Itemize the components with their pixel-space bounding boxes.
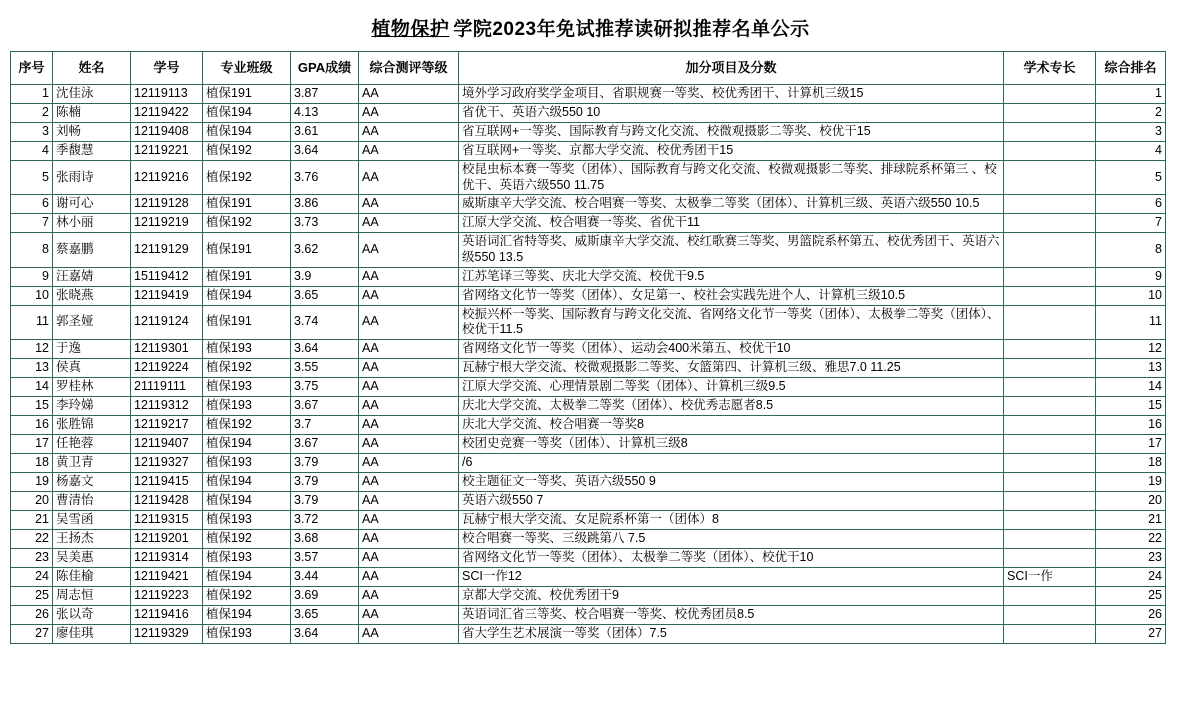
cell-class: 植保194: [203, 434, 291, 453]
cell-academic: [1004, 491, 1096, 510]
cell-class: 植保192: [203, 142, 291, 161]
cell-student-id: 12119223: [131, 586, 203, 605]
cell-index: 23: [11, 548, 53, 567]
cell-evaluation: AA: [359, 453, 459, 472]
cell-gpa: 3.67: [291, 396, 359, 415]
cell-student-id: 12119216: [131, 161, 203, 195]
cell-evaluation: AA: [359, 233, 459, 267]
table-row: [11, 267, 1166, 286]
cell-class: 植保193: [203, 377, 291, 396]
table-row: [11, 85, 1166, 104]
document-title-area: [0, 0, 1177, 51]
cell-overall-rank: 21: [1096, 510, 1166, 529]
cell-name: 季馥慧: [53, 142, 131, 161]
table-row: [11, 339, 1166, 358]
cell-overall-rank: 8: [1096, 233, 1166, 267]
cell-index: 12: [11, 339, 53, 358]
cell-student-id: 12119408: [131, 123, 203, 142]
cell-bonus: 江原大学交流、心理情景剧二等奖（团体）、计算机三级9.5: [459, 377, 1004, 396]
cell-class: 植保194: [203, 567, 291, 586]
cell-student-id: 12119301: [131, 339, 203, 358]
cell-gpa: 3.86: [291, 195, 359, 214]
cell-index: 22: [11, 529, 53, 548]
cell-student-id: 12119219: [131, 214, 203, 233]
cell-academic: [1004, 529, 1096, 548]
cell-class: 植保192: [203, 161, 291, 195]
cell-bonus: 校昆虫标本赛一等奖（团体）、国际教育与跨文化交流、校微观摄影二等奖、排球院系杯第三 、校优干、英语六级550 11.75: [459, 161, 1004, 195]
cell-student-id: 12119221: [131, 142, 203, 161]
cell-name: 张雨诗: [53, 161, 131, 195]
cell-academic: [1004, 286, 1096, 305]
cell-gpa: 4.13: [291, 104, 359, 123]
cell-student-id: 12119415: [131, 472, 203, 491]
cell-overall-rank: 1: [1096, 85, 1166, 104]
cell-gpa: 3.79: [291, 491, 359, 510]
cell-gpa: 3.73: [291, 214, 359, 233]
cell-bonus: 省优干、英语六级550 10: [459, 104, 1004, 123]
cell-academic: SCI一作: [1004, 567, 1096, 586]
cell-gpa: 3.7: [291, 415, 359, 434]
cell-student-id: 12119315: [131, 510, 203, 529]
cell-student-id: 12119329: [131, 624, 203, 643]
table-row: [11, 305, 1166, 339]
cell-index: 6: [11, 195, 53, 214]
cell-index: 4: [11, 142, 53, 161]
cell-overall-rank: 27: [1096, 624, 1166, 643]
table-row: [11, 104, 1166, 123]
cell-class: 植保193: [203, 624, 291, 643]
cell-name: 张胜锦: [53, 415, 131, 434]
cell-student-id: 12119422: [131, 104, 203, 123]
table-row: [11, 358, 1166, 377]
page-title: [367, 19, 809, 40]
cell-name: 李玲娣: [53, 396, 131, 415]
cell-evaluation: AA: [359, 434, 459, 453]
cell-name: 黄卫青: [53, 453, 131, 472]
cell-name: 蔡嘉鹏: [53, 233, 131, 267]
cell-class: 植保194: [203, 104, 291, 123]
cell-academic: [1004, 142, 1096, 161]
cell-class: 植保194: [203, 472, 291, 491]
cell-evaluation: AA: [359, 339, 459, 358]
cell-index: 25: [11, 586, 53, 605]
cell-index: 9: [11, 267, 53, 286]
cell-class: 植保193: [203, 339, 291, 358]
cell-bonus: 庆北大学交流、太极拳二等奖（团体）、校优秀志愿者8.5: [459, 396, 1004, 415]
cell-academic: [1004, 85, 1096, 104]
cell-overall-rank: 9: [1096, 267, 1166, 286]
cell-overall-rank: 17: [1096, 434, 1166, 453]
cell-bonus: SCI一作12: [459, 567, 1004, 586]
cell-name: 谢可心: [53, 195, 131, 214]
cell-overall-rank: 2: [1096, 104, 1166, 123]
cell-overall-rank: 16: [1096, 415, 1166, 434]
cell-gpa: 3.62: [291, 233, 359, 267]
cell-bonus: 英语词汇省特等奖、威斯康辛大学交流、校红歌赛三等奖、男篮院系杯第五、校优秀团干、英语六级550 13.5: [459, 233, 1004, 267]
header-student-id: 学号: [131, 52, 203, 85]
header-overall-rank: 综合排名: [1096, 52, 1166, 85]
title-blank-field: 植物保护: [371, 19, 450, 40]
cell-overall-rank: 12: [1096, 339, 1166, 358]
cell-name: 杨嘉文: [53, 472, 131, 491]
cell-evaluation: AA: [359, 161, 459, 195]
cell-bonus: 省互联网+一等奖、国际教育与跨文化交流、校微观摄影二等奖、校优干15: [459, 123, 1004, 142]
cell-bonus: 校合唱赛一等奖、三级跳第八 7.5: [459, 529, 1004, 548]
cell-name: 廖佳琪: [53, 624, 131, 643]
cell-gpa: 3.76: [291, 161, 359, 195]
cell-evaluation: AA: [359, 377, 459, 396]
cell-name: 罗桂林: [53, 377, 131, 396]
table-row: [11, 548, 1166, 567]
cell-gpa: 3.57: [291, 548, 359, 567]
cell-student-id: 12119314: [131, 548, 203, 567]
cell-class: 植保192: [203, 415, 291, 434]
table-row: [11, 529, 1166, 548]
cell-overall-rank: 25: [1096, 586, 1166, 605]
table-row: [11, 161, 1166, 195]
cell-gpa: 3.79: [291, 472, 359, 491]
cell-academic: [1004, 339, 1096, 358]
cell-name: 吴雪函: [53, 510, 131, 529]
cell-index: 21: [11, 510, 53, 529]
cell-gpa: 3.55: [291, 358, 359, 377]
cell-gpa: 3.75: [291, 377, 359, 396]
cell-evaluation: AA: [359, 491, 459, 510]
cell-gpa: 3.87: [291, 85, 359, 104]
cell-index: 7: [11, 214, 53, 233]
cell-index: 13: [11, 358, 53, 377]
cell-academic: [1004, 624, 1096, 643]
cell-bonus: 英语词汇省三等奖、校合唱赛一等奖、校优秀团员8.5: [459, 605, 1004, 624]
cell-academic: [1004, 104, 1096, 123]
cell-student-id: 12119416: [131, 605, 203, 624]
table-row: [11, 624, 1166, 643]
cell-index: 10: [11, 286, 53, 305]
cell-evaluation: AA: [359, 586, 459, 605]
cell-index: 16: [11, 415, 53, 434]
cell-student-id: 15119412: [131, 267, 203, 286]
cell-overall-rank: 26: [1096, 605, 1166, 624]
cell-overall-rank: 11: [1096, 305, 1166, 339]
header-gpa: GPA成绩: [291, 52, 359, 85]
cell-class: 植保191: [203, 233, 291, 267]
cell-name: 侯真: [53, 358, 131, 377]
cell-bonus: 省大学生艺术展演一等奖（团体）7.5: [459, 624, 1004, 643]
cell-class: 植保194: [203, 286, 291, 305]
cell-student-id: 12119217: [131, 415, 203, 434]
cell-student-id: 12119129: [131, 233, 203, 267]
cell-index: 19: [11, 472, 53, 491]
cell-overall-rank: 4: [1096, 142, 1166, 161]
cell-class: 植保193: [203, 510, 291, 529]
cell-name: 曹清怡: [53, 491, 131, 510]
cell-class: 植保191: [203, 85, 291, 104]
cell-academic: [1004, 415, 1096, 434]
cell-overall-rank: 14: [1096, 377, 1166, 396]
cell-overall-rank: 13: [1096, 358, 1166, 377]
cell-academic: [1004, 396, 1096, 415]
cell-name: 张晓燕: [53, 286, 131, 305]
table-row: [11, 396, 1166, 415]
cell-gpa: 3.65: [291, 605, 359, 624]
cell-gpa: 3.67: [291, 434, 359, 453]
cell-bonus: 省互联网+一等奖、京都大学交流、校优秀团干15: [459, 142, 1004, 161]
cell-evaluation: AA: [359, 142, 459, 161]
cell-gpa: 3.64: [291, 624, 359, 643]
cell-class: 植保192: [203, 586, 291, 605]
cell-bonus: 江苏笔译三等奖、庆北大学交流、校优干9.5: [459, 267, 1004, 286]
cell-academic: [1004, 358, 1096, 377]
cell-bonus: 英语六级550 7: [459, 491, 1004, 510]
cell-academic: [1004, 510, 1096, 529]
cell-gpa: 3.64: [291, 339, 359, 358]
cell-student-id: 12119224: [131, 358, 203, 377]
cell-bonus: 瓦赫宁根大学交流、校微观摄影二等奖、女篮第四、计算机三级、雅思7.0 11.25: [459, 358, 1004, 377]
table-row: [11, 453, 1166, 472]
cell-student-id: 12119201: [131, 529, 203, 548]
cell-bonus: 省网络文化节一等奖（团体）、太极拳二等奖（团体）、校优干10: [459, 548, 1004, 567]
cell-name: 周志恒: [53, 586, 131, 605]
cell-name: 陈佳榆: [53, 567, 131, 586]
header-class: 专业班级: [203, 52, 291, 85]
cell-student-id: 12119419: [131, 286, 203, 305]
cell-academic: [1004, 548, 1096, 567]
cell-class: 植保191: [203, 195, 291, 214]
cell-academic: [1004, 453, 1096, 472]
cell-evaluation: AA: [359, 396, 459, 415]
cell-evaluation: AA: [359, 195, 459, 214]
cell-gpa: 3.68: [291, 529, 359, 548]
cell-evaluation: AA: [359, 605, 459, 624]
table-row: [11, 567, 1166, 586]
header-name: 姓名: [53, 52, 131, 85]
cell-evaluation: AA: [359, 358, 459, 377]
cell-student-id: 12119312: [131, 396, 203, 415]
cell-index: 8: [11, 233, 53, 267]
cell-index: 2: [11, 104, 53, 123]
table-header-row: [11, 52, 1166, 85]
cell-name: 吴美惠: [53, 548, 131, 567]
cell-overall-rank: 24: [1096, 567, 1166, 586]
table-row: [11, 195, 1166, 214]
cell-index: 26: [11, 605, 53, 624]
cell-evaluation: AA: [359, 548, 459, 567]
cell-evaluation: AA: [359, 267, 459, 286]
cell-student-id: 12119421: [131, 567, 203, 586]
cell-bonus: 威斯康辛大学交流、校合唱赛一等奖、太极拳二等奖（团体）、计算机三级、英语六级550 10.5: [459, 195, 1004, 214]
cell-gpa: 3.64: [291, 142, 359, 161]
table-row: [11, 123, 1166, 142]
cell-gpa: 3.65: [291, 286, 359, 305]
header-evaluation: 综合测评等级: [359, 52, 459, 85]
cell-gpa: 3.61: [291, 123, 359, 142]
cell-academic: [1004, 305, 1096, 339]
cell-gpa: 3.74: [291, 305, 359, 339]
cell-class: 植保192: [203, 358, 291, 377]
title-suffix: 学院2023年免试推荐读研拟推荐名单公示: [453, 19, 810, 40]
cell-student-id: 21119111: [131, 377, 203, 396]
cell-evaluation: AA: [359, 415, 459, 434]
cell-index: 18: [11, 453, 53, 472]
cell-index: 15: [11, 396, 53, 415]
cell-bonus: 省网络文化节一等奖（团体）、女足第一、校社会实践先进个人、计算机三级10.5: [459, 286, 1004, 305]
cell-bonus: 江原大学交流、校合唱赛一等奖、省优干11: [459, 214, 1004, 233]
cell-evaluation: AA: [359, 472, 459, 491]
cell-student-id: 12119407: [131, 434, 203, 453]
cell-evaluation: AA: [359, 529, 459, 548]
table-header: [11, 52, 1166, 85]
recommendation-table: [10, 51, 1166, 644]
cell-student-id: 12119113: [131, 85, 203, 104]
table-row: [11, 472, 1166, 491]
cell-evaluation: AA: [359, 624, 459, 643]
cell-bonus: /6: [459, 453, 1004, 472]
table-row: [11, 586, 1166, 605]
cell-bonus: 京都大学交流、校优秀团干9: [459, 586, 1004, 605]
cell-index: 5: [11, 161, 53, 195]
cell-academic: [1004, 214, 1096, 233]
header-index: 序号: [11, 52, 53, 85]
cell-student-id: 12119124: [131, 305, 203, 339]
cell-overall-rank: 15: [1096, 396, 1166, 415]
cell-name: 刘畅: [53, 123, 131, 142]
cell-overall-rank: 18: [1096, 453, 1166, 472]
cell-class: 植保193: [203, 548, 291, 567]
cell-academic: [1004, 434, 1096, 453]
cell-class: 植保194: [203, 605, 291, 624]
cell-academic: [1004, 472, 1096, 491]
cell-evaluation: AA: [359, 305, 459, 339]
cell-overall-rank: 5: [1096, 161, 1166, 195]
table-row: [11, 233, 1166, 267]
cell-bonus: 瓦赫宁根大学交流、女足院系杯第一（团体）8: [459, 510, 1004, 529]
cell-student-id: 12119327: [131, 453, 203, 472]
cell-evaluation: AA: [359, 567, 459, 586]
cell-name: 沈佳泳: [53, 85, 131, 104]
cell-evaluation: AA: [359, 85, 459, 104]
cell-overall-rank: 22: [1096, 529, 1166, 548]
cell-bonus: 校振兴杯一等奖、国际教育与跨文化交流、省网络文化节一等奖（团体）、太极拳二等奖（团体）、校优干11.5: [459, 305, 1004, 339]
cell-overall-rank: 19: [1096, 472, 1166, 491]
cell-evaluation: AA: [359, 123, 459, 142]
cell-academic: [1004, 586, 1096, 605]
cell-academic: [1004, 233, 1096, 267]
table-row: [11, 214, 1166, 233]
cell-name: 任艳蓉: [53, 434, 131, 453]
cell-academic: [1004, 161, 1096, 195]
cell-name: 林小丽: [53, 214, 131, 233]
cell-bonus: 校主题征文一等奖、英语六级550 9: [459, 472, 1004, 491]
cell-bonus: 境外学习政府奖学金项目、省职规赛一等奖、校优秀团干、计算机三级15: [459, 85, 1004, 104]
cell-class: 植保192: [203, 214, 291, 233]
cell-academic: [1004, 123, 1096, 142]
cell-bonus: 庆北大学交流、校合唱赛一等奖8: [459, 415, 1004, 434]
cell-overall-rank: 23: [1096, 548, 1166, 567]
cell-academic: [1004, 605, 1096, 624]
cell-class: 植保192: [203, 529, 291, 548]
cell-bonus: 校团史竞赛一等奖（团体）、计算机三级8: [459, 434, 1004, 453]
cell-gpa: 3.79: [291, 453, 359, 472]
cell-index: 24: [11, 567, 53, 586]
cell-name: 张以奇: [53, 605, 131, 624]
cell-index: 11: [11, 305, 53, 339]
cell-academic: [1004, 377, 1096, 396]
cell-index: 27: [11, 624, 53, 643]
cell-evaluation: AA: [359, 510, 459, 529]
cell-name: 汪嘉婧: [53, 267, 131, 286]
cell-class: 植保194: [203, 491, 291, 510]
cell-class: 植保193: [203, 453, 291, 472]
cell-evaluation: AA: [359, 214, 459, 233]
table-row: [11, 415, 1166, 434]
cell-index: 17: [11, 434, 53, 453]
cell-gpa: 3.44: [291, 567, 359, 586]
cell-index: 3: [11, 123, 53, 142]
table-body: [11, 85, 1166, 644]
table-row: [11, 491, 1166, 510]
cell-academic: [1004, 195, 1096, 214]
cell-academic: [1004, 267, 1096, 286]
cell-bonus: 省网络文化节一等奖（团体）、运动会400米第五、校优干10: [459, 339, 1004, 358]
cell-overall-rank: 3: [1096, 123, 1166, 142]
table-row: [11, 286, 1166, 305]
header-academic: 学术专长: [1004, 52, 1096, 85]
cell-class: 植保194: [203, 123, 291, 142]
cell-evaluation: AA: [359, 286, 459, 305]
cell-class: 植保191: [203, 267, 291, 286]
cell-overall-rank: 6: [1096, 195, 1166, 214]
cell-index: 1: [11, 85, 53, 104]
cell-index: 14: [11, 377, 53, 396]
table-row: [11, 605, 1166, 624]
cell-evaluation: AA: [359, 104, 459, 123]
cell-index: 20: [11, 491, 53, 510]
table-row: [11, 434, 1166, 453]
cell-name: 郭圣娅: [53, 305, 131, 339]
cell-name: 陈楠: [53, 104, 131, 123]
cell-class: 植保193: [203, 396, 291, 415]
cell-name: 于逸: [53, 339, 131, 358]
cell-gpa: 3.72: [291, 510, 359, 529]
cell-overall-rank: 20: [1096, 491, 1166, 510]
cell-gpa: 3.69: [291, 586, 359, 605]
header-bonus: 加分项目及分数: [459, 52, 1004, 85]
cell-student-id: 12119128: [131, 195, 203, 214]
cell-class: 植保191: [203, 305, 291, 339]
table-row: [11, 510, 1166, 529]
cell-overall-rank: 10: [1096, 286, 1166, 305]
table-row: [11, 377, 1166, 396]
table-row: [11, 142, 1166, 161]
cell-name: 王扬杰: [53, 529, 131, 548]
cell-overall-rank: 7: [1096, 214, 1166, 233]
cell-gpa: 3.9: [291, 267, 359, 286]
cell-student-id: 12119428: [131, 491, 203, 510]
